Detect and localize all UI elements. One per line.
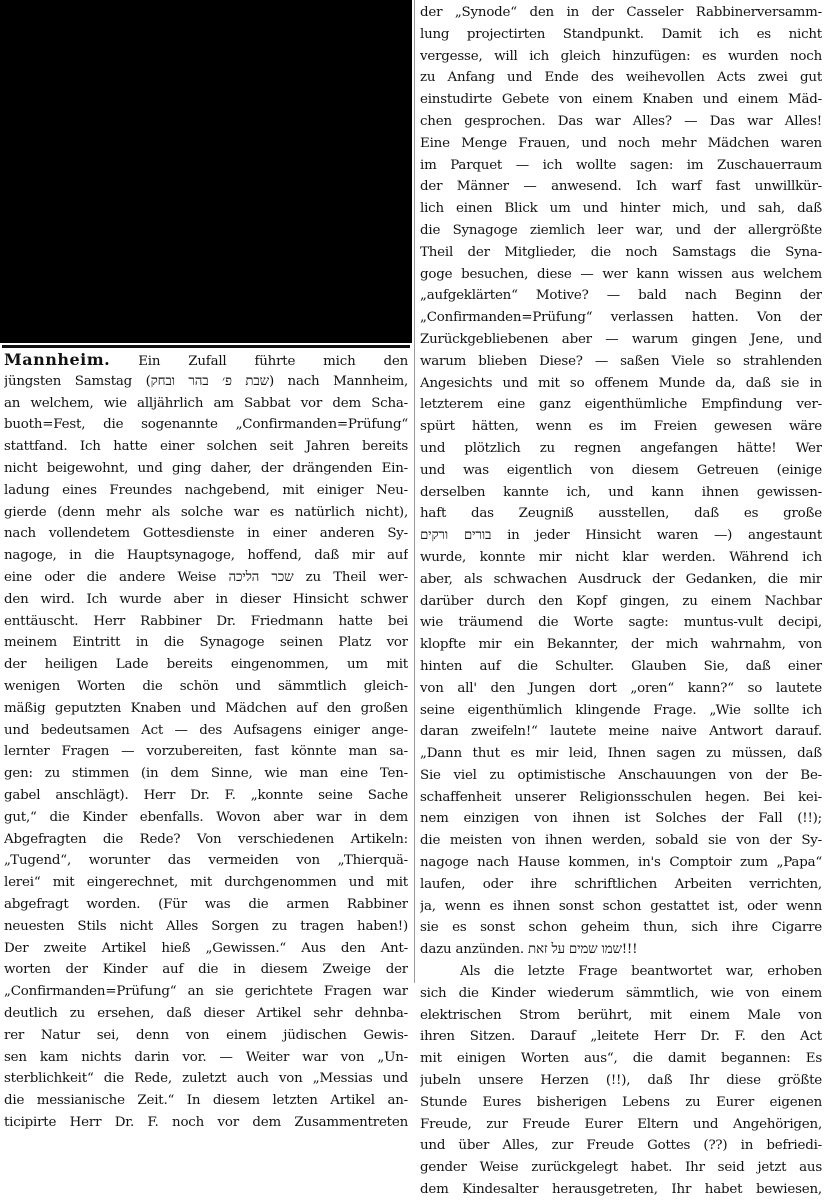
text-line: jüngsten Samstag (שבת פ׳ בהר ובחק) nach Mannheim, [4, 373, 408, 389]
text-line: letzterem eine ganz eigenthümliche Empfindung ver- [420, 397, 822, 413]
text-line: und plötzlich zu regnen angefangen hätte! Wer [420, 440, 822, 456]
text-line: „aufgeklärten“ Motive? — bald nach Beginn der [420, 288, 822, 304]
text-line: meinem Eintritt in die Synagoge seinen Platz vor [4, 635, 408, 651]
text-line: eine oder die andere Weise שכר הליכה zu Theil wer- [4, 569, 408, 585]
text-line: Zurückgebliebenen aber — warum gingen Jene, und [420, 331, 822, 347]
text-line: neuesten Stils nicht Alles Sorgen zu tragen haben!) [4, 918, 408, 934]
text-line: daran zweifeln!“ lautete meine naive Antwort darauf. [420, 724, 822, 740]
text-line: dem Kindesalter herausgetreten, Ihr habet bewiesen, [420, 1182, 822, 1198]
text-line: stattfand. Ich hatte einer solchen seit Jahren bereits [4, 439, 408, 455]
text-line: haft das Zeugniß ausstellen, daß es große [420, 506, 822, 522]
text-line: der Männer — anwesend. Ich warf fast unwillkür- [420, 179, 822, 195]
text-line: ladung eines Freundes nachgebend, mit einiger Neu- [4, 482, 408, 498]
text-line: „Confirmanden=Prüfung“ an sie gerichtete Fragen war [4, 984, 408, 1000]
text-line: gut,“ die Kinder ebenfalls. Wovon aber war in dem [4, 809, 408, 825]
text-line: und was eigentlich von diesem Getreuen (einige [420, 462, 822, 478]
text-line: lich einen Blick um und hinter mich, und sah, daß [420, 201, 822, 217]
text-line: an welchem, wie alljährlich am Sabbat vor dem Scha- [4, 395, 408, 411]
text-line: der heiligen Lade bereits eingenommen, um mit [4, 657, 408, 673]
text-line: und bedeutsamen Act — des Aufsagens einiger ange- [4, 722, 408, 738]
text-line: ja, wenn es ihnen sonst schon gestattet ist, oder wenn [420, 898, 822, 914]
text-line: schaffenheit unserer Religionsschulen hegen. Bei kei- [420, 789, 822, 805]
text-line: die meisten von ihnen werden, sobald sie von der Sy- [420, 833, 822, 849]
text-line: sterblichkeit“ die Rede, zuletzt auch von „Messias und [4, 1071, 408, 1087]
text-line: worten der Kinder auf die in diesem Zweige der [4, 962, 408, 978]
text-line: derselben kannte ich, und kann ihnen gewissen- [420, 484, 822, 500]
text-line: mäßig geputzten Knaben und Mädchen auf den großen [4, 700, 408, 716]
text-line: „Dann thut es mir leid, Ihnen sagen zu müssen, daß [420, 746, 822, 762]
text-line-content: Ein Zufall führte mich den [110, 354, 408, 369]
text-line: dazu anzünden. שמו שמים על זאת!!! [420, 942, 638, 958]
text-line: rer Natur sei, denn von einem jüdischen Gewis- [4, 1027, 408, 1043]
text-line: im Parquet — ich wollte sagen: im Zuschauerraum [420, 157, 822, 173]
text-line: nem einzigen von ihnen ist Solches der Fall (!!); [420, 811, 822, 827]
text-line: seine eigenthümlich klingende Frage. „Wie sollte ich [420, 702, 822, 718]
text-line: der „Synode“ den in der Casseler Rabbinerversamm- [420, 5, 822, 20]
text-line: jubeln unsere Herzen (!!), daß Ihr diese größte [420, 1073, 822, 1089]
text-line: enttäuscht. Herr Rabbiner Dr. Friedmann hatte bei [4, 613, 408, 629]
text-line: nicht beigewohnt, und ging daher, der drängenden Ein- [4, 460, 408, 476]
text-line: mit einigen Worten aus“, die damit begannen: Es [420, 1051, 822, 1067]
text-line: abgefragt worden. (Für was die armen Rabbiner [4, 896, 408, 912]
text-line: deutlich zu ersehen, daß dieser Artikel sehr dehnba- [4, 1005, 408, 1021]
text-line: laufen, oder ihre schriftlichen Arbeiten verrichten, [420, 876, 822, 892]
text-line: nach vollendetem Gottesdienste in einer anderen Sy- [4, 526, 408, 542]
text-line: zu Anfang und Ende des weihevollen Acts zwei gut [420, 70, 822, 86]
text-line: Sie viel zu optimistische Anschauungen von der Be- [420, 767, 822, 783]
text-line: einstudirte Gebete von einem Knaben und einem Mäd- [420, 92, 822, 108]
text-line: „Confirmanden=Prüfung“ verlassen hatten. Von der [420, 310, 822, 326]
text-line: Freude, zur Freude Eurer Eltern und Angehörigen, [420, 1116, 822, 1132]
text-line: wie träumend die Worte sagte: muntus-vult decipi, [420, 615, 822, 631]
text-line: sen kam nichts darin vor. — Weiter war von „Un- [4, 1049, 408, 1065]
text-line: sie es sonst schon geheim thun, sich ihre Cigarre [420, 920, 822, 936]
section-rule [2, 345, 410, 348]
text-line: ihren Sitzen. Darauf „leitete Herr Dr. F. den Act [420, 1029, 822, 1045]
text-line: ticipirte Herr Dr. F. noch vor dem Zusammentreten [4, 1114, 408, 1130]
text-line: klopfte mir ein Bekannter, der mich wahrnahm, von [420, 637, 822, 653]
left-column [4, 349, 408, 1134]
column-divider [414, 0, 415, 983]
text-line: Abgefragten die Rede? Von verschiedenen Artikeln: [4, 831, 408, 847]
text-line: den wird. Ich wurde aber in dieser Hinsicht schwer [4, 591, 408, 607]
text-line: buoth=Fest, die sogenannte „Confirmanden=Prüfung“ [4, 417, 408, 433]
text-line: nagoge, in die Hauptsynagoge, hoffend, daß mir auf [4, 548, 408, 564]
text-line: Stunde Eures bisherigen Lebens zu Eurer eigenen [420, 1094, 822, 1110]
text-line: gen: zu stimmen (in dem Sinne, wie man eine Ten- [4, 766, 408, 782]
text-line: goge besuchen, diese — wer kann wissen aus welchem [420, 266, 822, 282]
article-heading: Mannheim. [4, 350, 111, 369]
text-line: gabel anschlägt). Herr Dr. F. „konnte seine Sache [4, 787, 408, 803]
text-line: Als die letzte Frage beantwortet war, erhoben [460, 964, 822, 980]
text-line: Angesichts und mit so offenem Munde da, daß sie in [420, 375, 822, 391]
text-line: hinten auf die Schulter. Glauben Sie, daß einer [420, 658, 822, 674]
text-line: lung projectirten Standpunkt. Damit ich es nicht [420, 26, 822, 42]
text-line: wurde, konnte mir nicht klar werden. Während ich [420, 549, 822, 565]
text-line: chen gesprochen. Das war Alles? — Das war Alles! [420, 113, 822, 129]
text-line: elektrischen Strom berührt, mit einem Male von [420, 1007, 822, 1023]
text-line: Der zweite Artikel hieß „Gewissen.“ Aus den Ant- [4, 940, 408, 956]
text-line: die messianische Zeit.“ In diesem letzten Artikel an- [4, 1093, 408, 1109]
black-redaction-block [0, 0, 412, 343]
text-line: Eine Menge Frauen, und noch mehr Mädchen waren [420, 135, 822, 151]
right-column [420, 2, 822, 1201]
text-line: aber, als schwachen Ausdruck der Gedanken, die mir [420, 571, 822, 587]
text-line: spürt hätten, wenn es im Freien gewesen wäre [420, 419, 822, 435]
text-line: sich die Kinder wiederum sämmtlich, wie von einem [420, 985, 822, 1001]
text-line: warum blieben Diese? — saßen Viele so strahlenden [420, 353, 822, 369]
text-line: die Synagoge ziemlich leer war, und der allergrößte [420, 222, 822, 238]
text-line: „Tugend“, worunter das vermeiden von „Thierquä- [4, 853, 408, 869]
text-line: und über Alles, zur Freude Gottes (??) in befriedi- [420, 1138, 822, 1154]
text-line: lernter Fragen — vorzubereiten, fast könnte man sa- [4, 744, 408, 760]
text-line: wenigen Worten die schön und sämmtlich gleich- [4, 678, 408, 694]
text-line: בורים ורקים in jeder Hinsicht waren —) angestaunt [420, 528, 822, 544]
text-line: darüber durch den Kopf gingen, zu einem Nachbar [420, 593, 822, 609]
text-line [4, 349, 408, 371]
text-line: nagoge nach Hause kommen, in's Comptoir zum „Papa“ [420, 855, 822, 871]
text-line: gender Weise zurückgelegt habet. Ihr seid jetzt aus [420, 1160, 822, 1176]
text-line: gierde (denn mehr als solche war es natürlich nicht), [4, 504, 408, 520]
text-line: von all' den Jungen dort „oren“ kann?“ so lautete [420, 680, 822, 696]
text-line: vergesse, will ich gleich hinzufügen: es wurden noch [420, 48, 822, 64]
text-line: Theil der Mitglieder, die noch Samstags die Syna- [420, 244, 822, 260]
text-line: lerei“ mit eingerechnet, mit durchgenommen und mit [4, 875, 408, 891]
